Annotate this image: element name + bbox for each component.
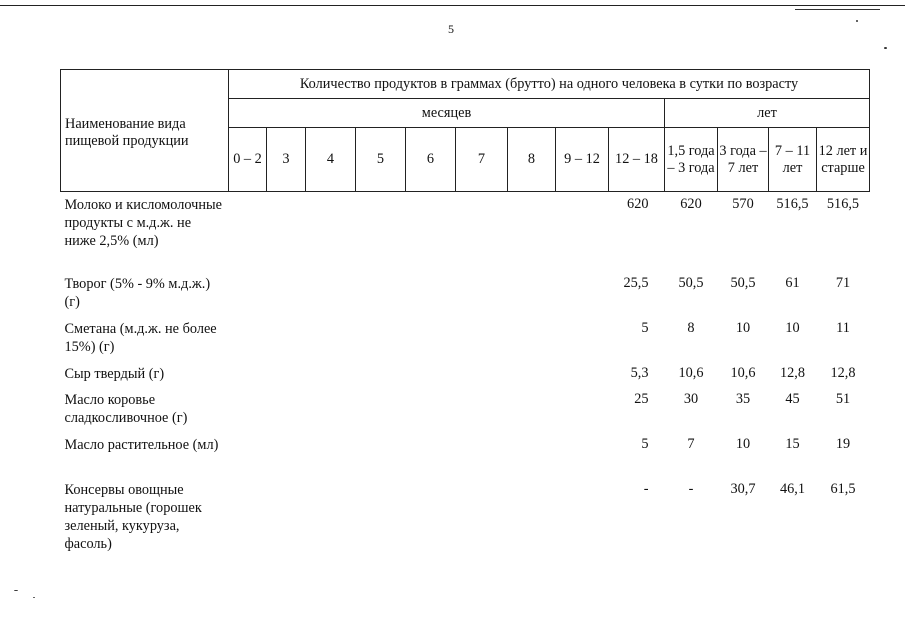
age-column-header: 12 – 18 xyxy=(609,128,665,192)
value-cell: 12,8 xyxy=(830,364,856,381)
product-name: Масло растительное (мл) xyxy=(64,436,219,453)
empty-cells xyxy=(229,387,609,432)
value-cell: 61 xyxy=(785,274,800,291)
age-column-header: 7 – 11 лет xyxy=(769,128,817,192)
value-cell: 61,5 xyxy=(830,480,856,497)
age-column-header: 5 xyxy=(356,128,406,192)
value-cell: 10 xyxy=(735,319,751,336)
age-column-header: 8 xyxy=(508,128,556,192)
scan-speck xyxy=(14,590,18,591)
months-header: месяцев xyxy=(229,99,665,128)
years-header: лет xyxy=(665,99,870,128)
value-cell: 516,5 xyxy=(826,196,860,212)
page-number: 5 xyxy=(448,22,454,36)
empty-cells xyxy=(229,477,609,557)
product-name: Молоко и кисломолочные продукты с м.д.ж. не ниже 2,5% (мл) xyxy=(64,197,222,249)
value-cell: 7 xyxy=(687,435,695,452)
value-cell: 50,5 xyxy=(678,274,704,291)
value-cell: 12,8 xyxy=(779,364,806,381)
value-cell: 15 xyxy=(785,435,800,452)
value-cell: 620 xyxy=(680,196,702,212)
empty-cells xyxy=(229,432,609,477)
product-name: Сыр твердый (г) xyxy=(64,365,165,382)
empty-cells xyxy=(229,192,609,271)
product-name: Консервы овощные натуральные (горошек зеленый, кукуруза, фасоль) xyxy=(64,481,202,552)
age-column-header: 0 – 2 xyxy=(229,128,267,192)
product-name-header: Наименование вида пищевой продукции xyxy=(61,70,229,192)
table-row xyxy=(61,192,870,271)
value-cell: 71 xyxy=(835,274,851,291)
value-cell: 46,1 xyxy=(779,480,806,497)
product-name: Сметана (м.д.ж. не более 15%) (г) xyxy=(64,320,217,355)
scan-speck xyxy=(884,47,887,49)
scan-top-border-right xyxy=(795,9,880,10)
value-cell: 5,3 xyxy=(630,364,649,381)
value-cell: 570 xyxy=(732,196,754,212)
value-cell: 11 xyxy=(836,319,850,336)
age-column-header: 3 года – 7 лет xyxy=(718,128,769,192)
value-cell: 25,5 xyxy=(623,274,649,291)
value-cell: - xyxy=(688,480,694,497)
value-cell: 45 xyxy=(785,390,800,407)
value-cell: 10,6 xyxy=(730,364,756,381)
value-cell: 5 xyxy=(641,319,649,336)
age-column-header: 9 – 12 xyxy=(556,128,609,192)
value-cell: 50,5 xyxy=(730,274,756,291)
value-cell: 30 xyxy=(683,390,699,407)
table-row xyxy=(61,361,870,387)
value-cell: 516,5 xyxy=(776,196,809,212)
age-column-header: 4 xyxy=(306,128,356,192)
age-column-header: 6 xyxy=(406,128,456,192)
value-cell: 51 xyxy=(835,390,851,407)
scan-speck xyxy=(33,597,35,598)
value-cell: 35 xyxy=(735,390,751,407)
product-name: Масло коровье сладкосливочное (г) xyxy=(64,391,188,426)
value-cell: - xyxy=(643,480,649,497)
table-row xyxy=(61,387,870,432)
value-cell: 25 xyxy=(634,390,649,407)
age-column-header: 1,5 года – 3 года xyxy=(665,128,718,192)
scan-top-border xyxy=(0,5,905,6)
scan-speck xyxy=(856,20,858,22)
value-cell: 10,6 xyxy=(678,364,704,381)
table-row xyxy=(61,316,870,361)
age-column-header: 3 xyxy=(267,128,306,192)
quantity-header: Количество продуктов в граммах (брутто) на одного человека в сутки по возрасту xyxy=(229,70,870,99)
value-cell: 10 xyxy=(785,319,800,336)
table-row xyxy=(61,477,870,557)
value-cell: 30,7 xyxy=(730,480,756,497)
value-cell: 10 xyxy=(735,435,751,452)
header-row-title xyxy=(61,70,870,99)
table-row xyxy=(61,271,870,316)
age-column-header: 12 лет и старше xyxy=(817,128,870,192)
table-row xyxy=(61,432,870,477)
value-cell: 5 xyxy=(641,435,649,452)
food-norms-table xyxy=(60,69,870,557)
age-column-header: 7 xyxy=(456,128,508,192)
value-cell: 8 xyxy=(687,319,695,336)
value-cell: 620 xyxy=(627,196,649,212)
empty-cells xyxy=(229,316,609,361)
value-cell: 19 xyxy=(835,435,851,452)
product-name: Творог (5% - 9% м.д.ж.) (г) xyxy=(64,275,211,310)
empty-cells xyxy=(229,271,609,316)
empty-cells xyxy=(229,361,609,387)
